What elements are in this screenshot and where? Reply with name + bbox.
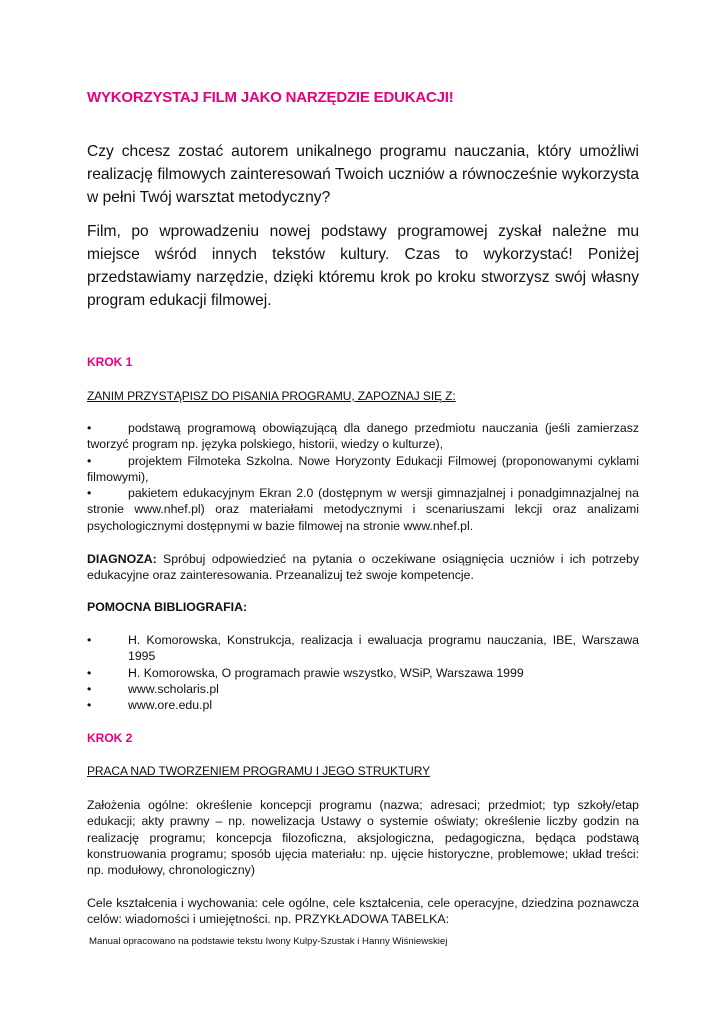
list-item xyxy=(87,665,639,681)
list-item-text: projektem Filmoteka Szkolna. Nowe Horyzonty Edukacji Filmowej (proponowanymi cyklami filmowymi), xyxy=(87,453,639,484)
list-item-text: www.scholaris.pl xyxy=(128,681,219,696)
bibliography-list xyxy=(87,632,639,713)
krok-2-paragraph-1: Założenia ogólne: określenie koncepcji programu (nazwa; adresaci; przedmiot; typ szkoły/etap edukacji; akty prawny – np. nowelizacja Ustawy o systemie oświaty; określenie liczby godzin na realizację programu; koncepcja filozoficzna, aksjologiczna, pedagogiczna, będąca podstawą konstruowania programu; sposób ujęcia materiału: np. ujęcie historyczne, problemowe; układ treści: np. modułowy, chronologiczny) xyxy=(87,798,639,878)
krok-1-label: KROK 1 xyxy=(87,355,133,369)
bullet-icon: • xyxy=(87,421,92,435)
list-item-text: www.ore.edu.pl xyxy=(128,698,213,713)
diagnoza-label: DIAGNOZA: xyxy=(87,552,157,566)
krok-1-heading: ZANIM PRZYSTĄPISZ DO PISANIA PROGRAMU, ZAPOZNAJ SIĘ Z: xyxy=(87,389,456,403)
krok-2-paragraph-2: Cele kształcenia i wychowania: cele ogólne, cele kształcenia, cele operacyjne, dziedzina poznawcza celów: wiadomości i umiejętności. np. PRZYKŁADOWA TABELKA: xyxy=(87,896,639,927)
diagnoza-paragraph xyxy=(87,551,639,584)
bullet-icon: • xyxy=(87,698,92,713)
krok-1-list xyxy=(87,420,639,534)
krok-2-heading: PRACA NAD TWORZENIEM PROGRAMU I JEGO STRUKTURY xyxy=(87,764,430,778)
list-item xyxy=(87,632,639,665)
bullet-icon: • xyxy=(87,453,92,468)
list-item xyxy=(87,697,639,713)
intro-paragraph-2: Film, po wprowadzeniu nowej podstawy programowej zyskał należne mu miejsce wśród innych tekstów kultury. Czas to wykorzystać! Poniżej przedstawiamy narzędzie, dzięki któremu krok po kroku stworzysz swój własny program edukacji filmowej. xyxy=(87,223,639,309)
list-item-text: podstawą programową obowiązującą dla danego przedmiotu nauczania (jeśli zamierzasz tworzyć program np. języka polskiego, historii, wiedzy o kulturze), xyxy=(87,421,639,452)
bullet-icon: • xyxy=(87,681,92,696)
page-footer: Manual opracowano na podstawie tekstu Iwony Kulpy-Szustak i Hanny Wiśniewskiej xyxy=(89,936,448,947)
intro-paragraph-1: Czy chcesz zostać autorem unikalnego programu nauczania, który umożliwi realizację filmowych zainteresowań Twoich uczniów a równocześnie wykorzysta w pełni Twój warsztat metodyczny? xyxy=(87,143,639,206)
list-item xyxy=(87,453,639,486)
list-item xyxy=(87,485,639,534)
krok-2-label: KROK 2 xyxy=(87,731,133,745)
list-item-text: pakietem edukacyjnym Ekran 2.0 (dostępnym w wersji gimnazjalnej i ponadgimnazjalnej na stronie www.nhef.pl) oraz materiałami metodycznymi i scenariuszami lekcji oraz analizami psychologicznymi dostępnymi w bazie filmowej na stronie www.nhef.pl. xyxy=(87,486,639,533)
list-item-text: H. Komorowska, Konstrukcja, realizacja i ewaluacja programu nauczania, IBE, Warszawa 1995 xyxy=(128,633,639,664)
list-item-text: H. Komorowska, O programach prawie wszystko, WSiP, Warszawa 1999 xyxy=(128,665,524,680)
list-item xyxy=(87,681,639,697)
list-item xyxy=(87,420,639,453)
bullet-icon: • xyxy=(87,665,92,680)
diagnoza-text: Spróbuj odpowiedzieć na pytania o oczekiwane osiągnięcia uczniów i ich potrzeby edukacyjne oraz zainteresowania. Przeanalizuj też swoje kompetencje. xyxy=(87,552,639,583)
bullet-icon: • xyxy=(87,486,92,501)
bullet-icon: • xyxy=(87,633,92,647)
bibliography-heading: POMOCNA BIBLIOGRAFIA: xyxy=(87,600,248,614)
page-title: WYKORZYSTAJ FILM JAKO NARZĘDZIE EDUKACJI! xyxy=(87,89,454,106)
